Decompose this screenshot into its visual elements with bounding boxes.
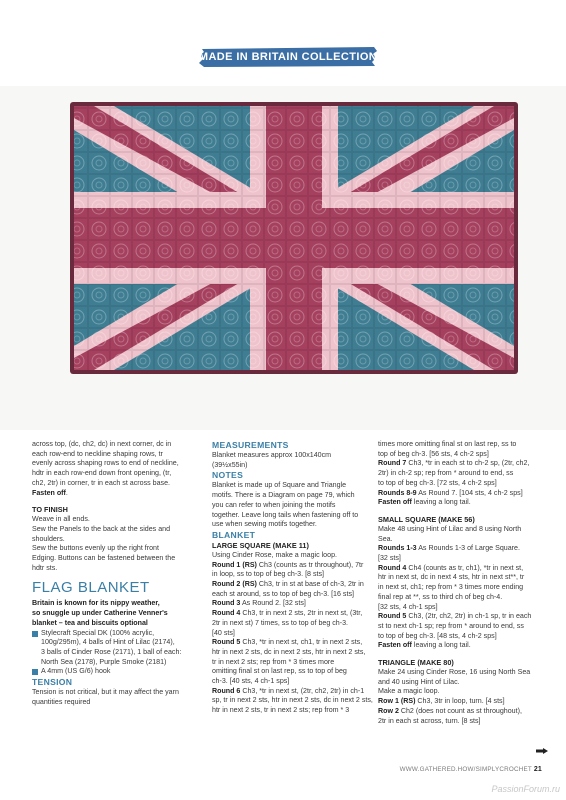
body-text: Blanket is made up of Square and Triangle xyxy=(212,481,347,490)
body-text: Weave in all ends. xyxy=(32,515,90,524)
instruction-line: Round 2 (RS) Ch3, tr in st at base of ch-3, 2tr in xyxy=(212,580,364,589)
round-instructions xyxy=(378,440,546,508)
instruction-line: Round 5 Ch3, *tr in next st, ch1, tr in next 2 sts, xyxy=(212,638,363,647)
small-square-instructions xyxy=(378,525,546,651)
instruction-line: Round 4 Ch3, tr in next 2 sts, 2tr in next st, (3tr, xyxy=(212,609,363,618)
instruction-line: htr in next st, dc in next 4 sts, htr in next st**, tr xyxy=(378,573,525,582)
large-square-heading: LARGE SQUARE (MAKE 11) xyxy=(212,540,309,550)
body-text: Sew the Panels to the back at the sides and xyxy=(32,524,171,533)
large-square-instructions xyxy=(212,551,380,716)
materials-item: Stylecraft Special DK (100% acrylic, 100g/295m), 4 balls of Hint of Lilac (2174), 3 balls of Cinder Rose (2171), 1 ball of each: North Sea (2178), Purple Smoke (2181) xyxy=(32,629,200,668)
column-1 xyxy=(32,440,200,707)
instruction-line: final rep at **, ss to third ch of beg ch-4. xyxy=(378,592,503,601)
body-text: ch2, 2tr) in corner, tr in each st across base. xyxy=(32,478,170,487)
small-square-heading: SMALL SQUARE (MAKE 56) xyxy=(378,514,475,524)
materials-item: A 4mm (US G/6) hook xyxy=(32,667,200,677)
banner-title: MADE IN BRITAIN COLLECTION xyxy=(198,51,378,63)
instruction-line: in next st, ch1; rep from * 3 times more ending xyxy=(378,583,524,592)
bullet-square-icon xyxy=(32,631,38,637)
bullet-square-icon xyxy=(32,669,38,675)
instruction-line: times more omitting final st on last rep, ss to xyxy=(378,440,517,448)
instruction-line: [40 sts] xyxy=(212,628,235,637)
instruction-line: in loop, ss to top of beg ch-3. [8 sts] xyxy=(212,570,324,579)
lead-text: so snuggle up under Catherine Venner's xyxy=(32,609,168,618)
body-text: hdtr sts. xyxy=(32,563,58,572)
tension-heading: TENSION xyxy=(32,677,73,688)
instruction-line: 2tr) in ch-2 sp; rep from * around to end, ss xyxy=(378,469,514,478)
instruction-line: Fasten off leaving a long tail. xyxy=(378,498,471,507)
instruction-line: to top of beg ch-3. [48 sts, 4 ch-2 sps] xyxy=(378,631,497,640)
instruction-line: Round 4 Ch4 (counts as tr, ch1), *tr in next st, xyxy=(378,563,524,572)
body-text: Edging. Buttons can be fastened between the xyxy=(32,554,176,563)
instruction-line: Round 3 As Round 2. [32 sts] xyxy=(212,599,306,608)
body-text: each row-end to neckline shaping rows, tr xyxy=(32,449,163,458)
body-text: quantities required xyxy=(32,697,91,706)
instruction-line: Round 7 Ch3, *tr in each st to ch-2 sp, (2tr, ch2, xyxy=(378,459,530,468)
instruction-line: top of beg ch-3. [56 sts, 4 ch-2 sps] xyxy=(378,449,489,458)
section-banner xyxy=(198,46,378,68)
instruction-line: Make 48 using Hint of Lilac and 8 using North xyxy=(378,524,522,533)
instruction-line: Row 1 (RS) Ch3, 3tr in loop, turn. [4 sts] xyxy=(378,697,505,706)
instruction-line: Round 6 Ch3, *tr in next st, (2tr, ch2, 2tr) in ch-1 xyxy=(212,686,365,695)
instruction-line: to top of beg ch-3. [72 sts, 4 ch-2 sps] xyxy=(378,478,497,487)
body-text: evenly across shaping rows to end of neckline, xyxy=(32,459,179,468)
instruction-line: omitting final st on last rep, ss to top of beg xyxy=(212,667,347,676)
body-text: Tension is not critical, but it may affect the yarn xyxy=(32,688,179,697)
instruction-line: each st around, ss to top of beg ch-3. [16 sts] xyxy=(212,589,354,598)
instruction-line: tr in next 2 sts; rep from * 3 times more xyxy=(212,657,335,666)
flag-blanket-title: FLAG BLANKET xyxy=(32,579,150,597)
page-number: 21 xyxy=(533,766,542,773)
body-text: Sew the buttons evenly up the right front xyxy=(32,544,159,553)
instruction-line: htr in next 2 sts, dc in next 2 sts, htr in next 2 sts, xyxy=(212,647,366,656)
instruction-line: 2tr in each st across, turn. [8 sts] xyxy=(378,716,481,725)
instruction-line: Round 5 Ch3, (2tr, ch2, 2tr) in ch-1 sp, tr in each xyxy=(378,612,532,621)
union-jack-blanket-image xyxy=(0,86,566,430)
instruction-line: Fasten off leaving a long tail. xyxy=(378,641,471,650)
blanket-heading: BLANKET xyxy=(212,529,256,540)
triangle-instructions xyxy=(378,668,546,726)
footer-url: WWW.GATHERED.HOW/SIMPLYCROCHET xyxy=(399,766,532,773)
lead-text: blanket – tea and biscuits optional xyxy=(32,618,148,627)
measurements-heading: MEASUREMENTS xyxy=(212,440,289,450)
triangle-heading: TRIANGLE (MAKE 80) xyxy=(378,658,454,668)
instruction-line: Rounds 1-3 As Rounds 1-3 of Large Square. xyxy=(378,544,520,553)
body-text: (39½x55in) xyxy=(212,460,248,469)
instruction-line: Row 2 Ch2 (does not count as st throughout), xyxy=(378,706,522,715)
instruction-line: Make a magic loop. xyxy=(378,687,440,696)
instruction-line: [32 sts, 4 ch-1 sps] xyxy=(378,602,438,611)
body-text: Blanket measures approx 100x140cm xyxy=(212,451,332,459)
instruction-line: sp, tr in next 2 sts, htr in next 2 sts, dc in next 2 sts, xyxy=(212,696,373,705)
instruction-line: Round 1 (RS) Ch3 (counts as tr throughout), 7tr xyxy=(212,560,364,569)
column-3 xyxy=(378,440,546,726)
lead-text: Britain is known for its nippy weather, xyxy=(32,599,160,608)
instruction-line: ch-3. [40 sts, 4 ch-1 sps] xyxy=(212,677,290,686)
instruction-line: st to next ch-1 sp; rep from * around to end, ss xyxy=(378,621,524,630)
column-2 xyxy=(212,440,380,716)
instruction-line: Using Cinder Rose, make a magic loop. xyxy=(212,550,337,559)
instruction-line: Rounds 8-9 As Round 7. [104 sts, 4 ch-2 sps] xyxy=(378,488,523,497)
watermark: PassionForum.ru xyxy=(491,784,560,794)
instruction-line: and 40 using Hint of Lilac. xyxy=(378,677,460,686)
body-text: hdtr in each row-end down front opening, (tr, xyxy=(32,469,172,478)
notes-heading: NOTES xyxy=(212,470,244,481)
page-footer xyxy=(380,766,542,773)
blanket-photo xyxy=(0,86,566,430)
instruction-line: [32 sts] xyxy=(378,554,401,563)
continue-arrow-icon xyxy=(536,748,548,754)
body-text: you can refer to when joining the motifs xyxy=(212,500,336,509)
instruction-line: htr in next 2 sts, tr in next 2 sts; rep from * 3 xyxy=(212,706,350,715)
body-text: motifs. There is a Diagram on page 79, which xyxy=(212,491,355,500)
body-text: across top, (dc, ch2, dc) in next corner, dc in xyxy=(32,440,172,448)
to-finish-heading: TO FINISH xyxy=(32,505,68,515)
instruction-line: Make 24 using Cinder Rose, 16 using North Sea xyxy=(378,668,531,677)
instruction-line: 2tr in next st) 7 times, ss to top of beg ch-3. xyxy=(212,618,349,627)
body-text: use when sewing motifs together. xyxy=(212,520,317,529)
instruction-line: Sea. xyxy=(378,534,393,543)
fasten-off-line: Fasten off. xyxy=(32,488,68,497)
body-text: together. Leave long tails when fastening off to xyxy=(212,510,359,519)
body-text: shoulders. xyxy=(32,534,65,543)
